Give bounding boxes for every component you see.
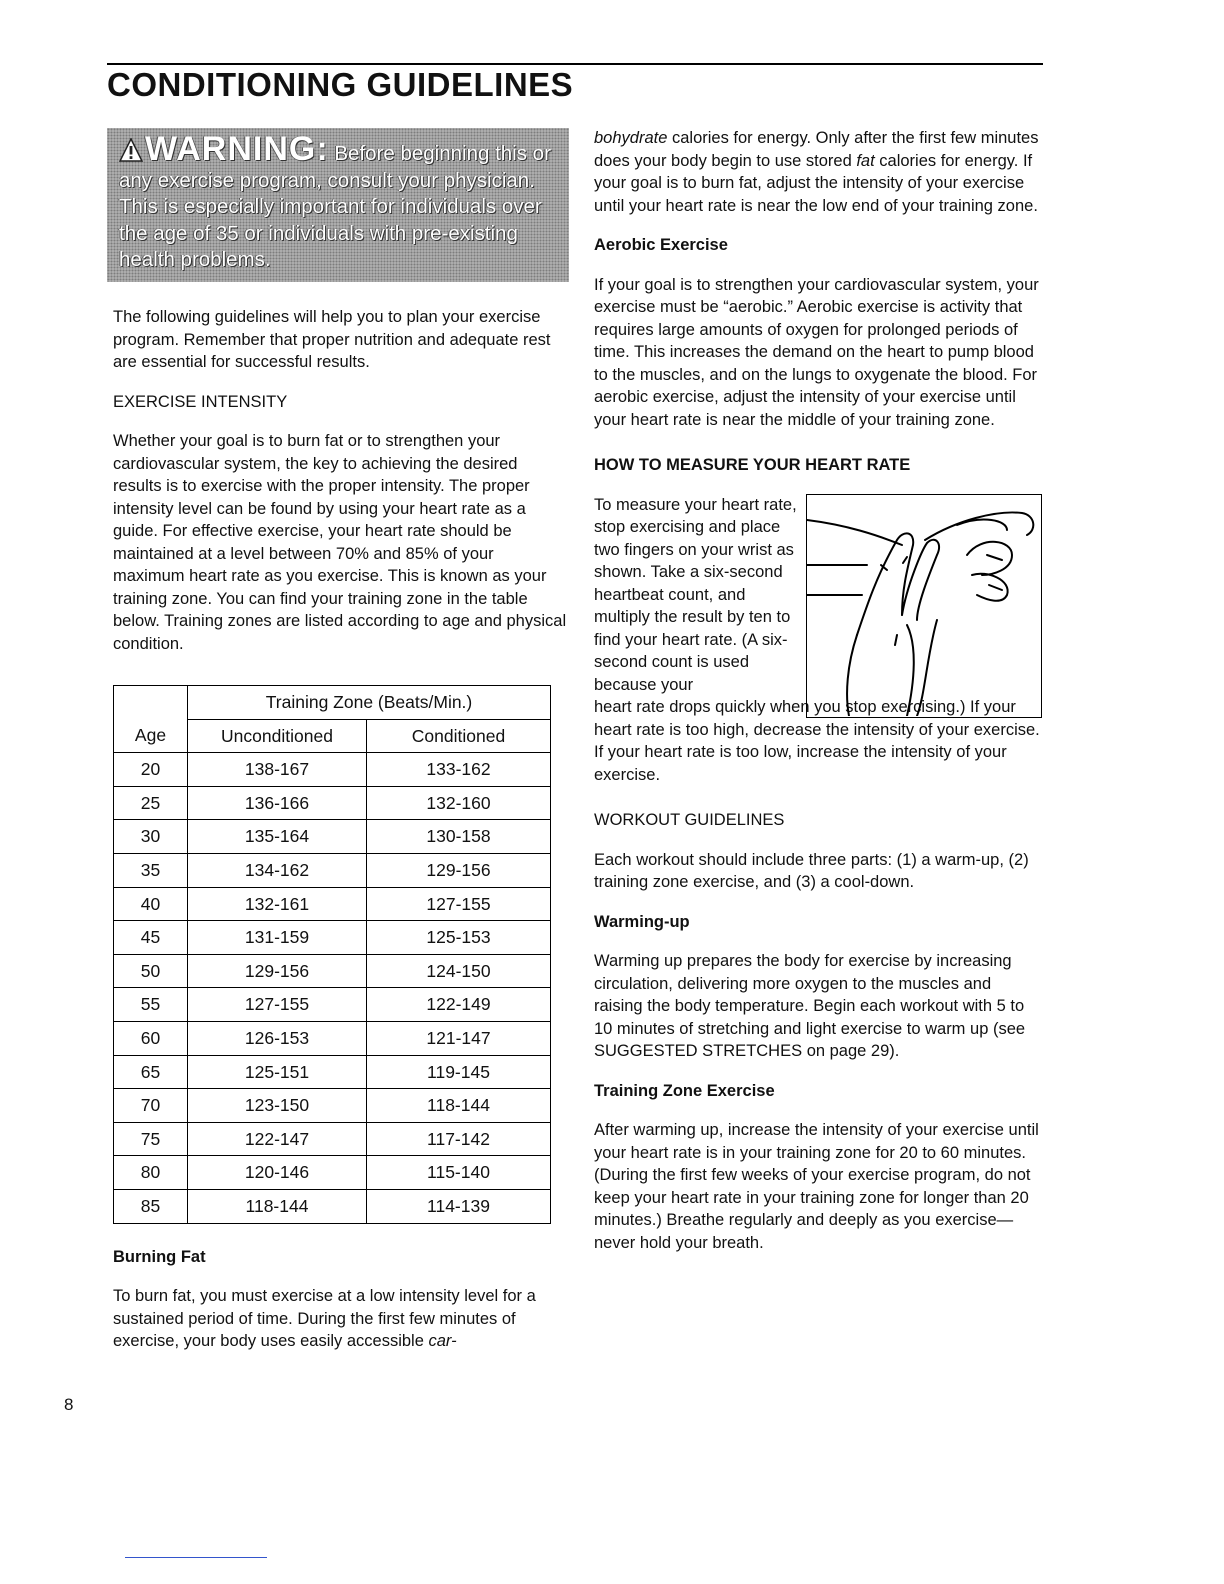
warning-box [107,128,569,282]
cell-age: 35 [114,853,188,887]
table-group-header: Training Zone (Beats/Min.) [188,686,551,720]
cell-unconditioned: 135-164 [188,820,367,854]
cell-conditioned: 125-153 [367,921,551,955]
cell-age: 50 [114,954,188,988]
table-header-row [114,719,551,753]
table-row [114,1189,551,1223]
table-row [114,1055,551,1089]
cell-conditioned: 121-147 [367,1021,551,1055]
cell-unconditioned: 122-147 [188,1122,367,1156]
measure-text-rest: heart rate drops quickly when you stop exercising.) If your heart rate is too high, decrease the intensity of your exercise. If your heart rate is too low, increase the intensity of your exercise. [594,698,1040,784]
warning-triangle-icon [119,138,143,162]
cell-unconditioned: 129-156 [188,954,367,988]
cell-age: 25 [114,786,188,820]
cell-age: 45 [114,921,188,955]
cell-conditioned: 117-142 [367,1122,551,1156]
warning-label: WARNING: [145,130,329,168]
carbohydrate-text-a: calories for energy. Only after the first few minutes does your body begin to use stored [594,129,1039,170]
cell-unconditioned: 131-159 [188,921,367,955]
table-row [114,1021,551,1055]
table-group-header-row [114,686,551,720]
cell-age: 30 [114,820,188,854]
burning-fat-paragraph [113,1285,568,1353]
cell-unconditioned: 126-153 [188,1021,367,1055]
cell-conditioned: 115-140 [367,1156,551,1190]
wrist-pulse-illustration [807,495,1040,716]
col-header-conditioned: Conditioned [367,719,551,753]
workout-heading: WORKOUT GUIDELINES [594,811,785,829]
burning-fat-text: To burn fat, you must exercise at a low intensity level for a sustained period of time. During the first few minutes of exercise, your body uses easily accessible [113,1287,536,1350]
cell-conditioned: 129-156 [367,853,551,887]
cell-conditioned: 118-144 [367,1089,551,1123]
carbohydrate-text-b: calories for energy. If your goal is to burn fat, adjust the intensity of your exercise until your heart rate is near the low end of your training zone. [594,151,1038,215]
aerobic-paragraph: If your goal is to strengthen your cardiovascular system, your exercise must be “aerobic.” Aerobic exercise is activity that requires large amounts of oxygen for prolonged periods of time. This increases the demand on the heart to pump blood to the muscles, and on the lungs to oxygenate the blood. For aerobic exercise, adjust the intensity of your exercise until your heart rate is near the middle of your training zone. [594,275,1039,429]
cell-unconditioned: 127-155 [188,988,367,1022]
right-column [594,127,1044,1271]
training-zone-heading: Training Zone Exercise [594,1081,775,1100]
table-row [114,820,551,854]
cell-age: 85 [114,1189,188,1223]
measure-text-narrow: To measure your heart rate, stop exercising and place two fingers on your wrist as shown. Take a six-second heartbeat count, and multiply the result by ten to find your heart rate. (A six-second count is used because your [594,495,797,694]
cell-conditioned: 133-162 [367,753,551,787]
cell-unconditioned: 120-146 [188,1156,367,1190]
table-row [114,786,551,820]
table-row [114,1156,551,1190]
table-corner-cell [114,686,188,720]
aerobic-heading: Aerobic Exercise [594,236,728,254]
burning-fat-car-word: car- [428,1332,457,1350]
page-title: CONDITIONING GUIDELINES [107,66,574,103]
table-row [114,1122,551,1156]
burning-fat-heading: Burning Fat [113,1247,206,1266]
cell-age: 70 [114,1089,188,1123]
cell-conditioned: 127-155 [367,887,551,921]
col-header-age: Age [114,719,188,753]
training-zone-paragraph: After warming up, increase the intensity of your exercise until your heart rate is in your training zone for 20 to 60 minutes. (During the first few weeks of your exercise program, do not keep your heart rate in your training zone for longer than 20 minutes.) Breathe regularly and deeply as you exercise—never hold your breath. [594,1121,1039,1252]
cell-conditioned: 119-145 [367,1055,551,1089]
cell-conditioned: 124-150 [367,954,551,988]
table-row [114,954,551,988]
table-row [114,753,551,787]
carbohydrate-paragraph [594,127,1044,217]
measure-heading: HOW TO MEASURE YOUR HEART RATE [594,456,911,474]
left-column [113,306,568,1370]
cell-unconditioned: 132-161 [188,887,367,921]
warmup-paragraph: Warming up prepares the body for exercise by increasing circulation, delivering more oxygen to the muscles and raising the body temperature. Begin each workout with 5 to 10 minutes of stretching and light exercise to warm up (see SUGGESTED STRETCHES on page 29). [594,952,1026,1060]
table-row [114,887,551,921]
warning-text: Before beginning this or any exercise program, consult your physician. This is especially important for individuals over the age of 35 or individuals with pre-existing health problems. [119,142,551,271]
wrist-pulse-figure [806,494,1042,718]
cell-unconditioned: 136-166 [188,786,367,820]
carbohydrate-word: bohydrate [594,129,668,147]
cell-conditioned: 114-139 [367,1189,551,1223]
cell-conditioned: 130-158 [367,820,551,854]
fat-word: fat [856,151,875,170]
cell-unconditioned: 123-150 [188,1089,367,1123]
intensity-paragraph: Whether your goal is to burn fat or to strengthen your cardiovascular system, the key to achieving the desired results is to exercise with the proper intensity. The proper intensity level can be found by using your heart rate as a guide. For effective exercise, your heart rate should be maintained at a level between 70% and 85% of your maximum heart rate as you exercise. This is known as your training zone. You can find your training zone in the table below. Training zones are listed according to age and physical condition. [113,432,567,653]
cell-age: 55 [114,988,188,1022]
cell-unconditioned: 138-167 [188,753,367,787]
cell-unconditioned: 134-162 [188,853,367,887]
cell-age: 80 [114,1156,188,1190]
cell-conditioned: 122-149 [367,988,551,1022]
intensity-heading: EXERCISE INTENSITY [113,392,288,411]
cell-age: 65 [114,1055,188,1089]
cell-unconditioned: 118-144 [188,1189,367,1223]
table-row [114,921,551,955]
table-row [114,1089,551,1123]
workout-paragraph: Each workout should include three parts: (1) a warm-up, (2) training zone exercise, and (3) a cool-down. [594,850,1029,891]
table-row [114,988,551,1022]
header-rule [107,63,1043,65]
cell-unconditioned: 125-151 [188,1055,367,1089]
cell-age: 60 [114,1021,188,1055]
footer-line [125,1557,267,1558]
cell-age: 40 [114,887,188,921]
warmup-heading: Warming-up [594,912,690,931]
cell-age: 20 [114,753,188,787]
intro-paragraph: The following guidelines will help you to plan your exercise program. Remember that proper nutrition and adequate rest are essential for successful results. [113,308,551,371]
cell-age: 75 [114,1122,188,1156]
table-row [114,853,551,887]
measure-block [594,494,1044,787]
training-zone-table [113,685,551,1224]
page-number: 8 [64,1395,74,1414]
col-header-unconditioned: Unconditioned [188,719,367,753]
cell-conditioned: 132-160 [367,786,551,820]
